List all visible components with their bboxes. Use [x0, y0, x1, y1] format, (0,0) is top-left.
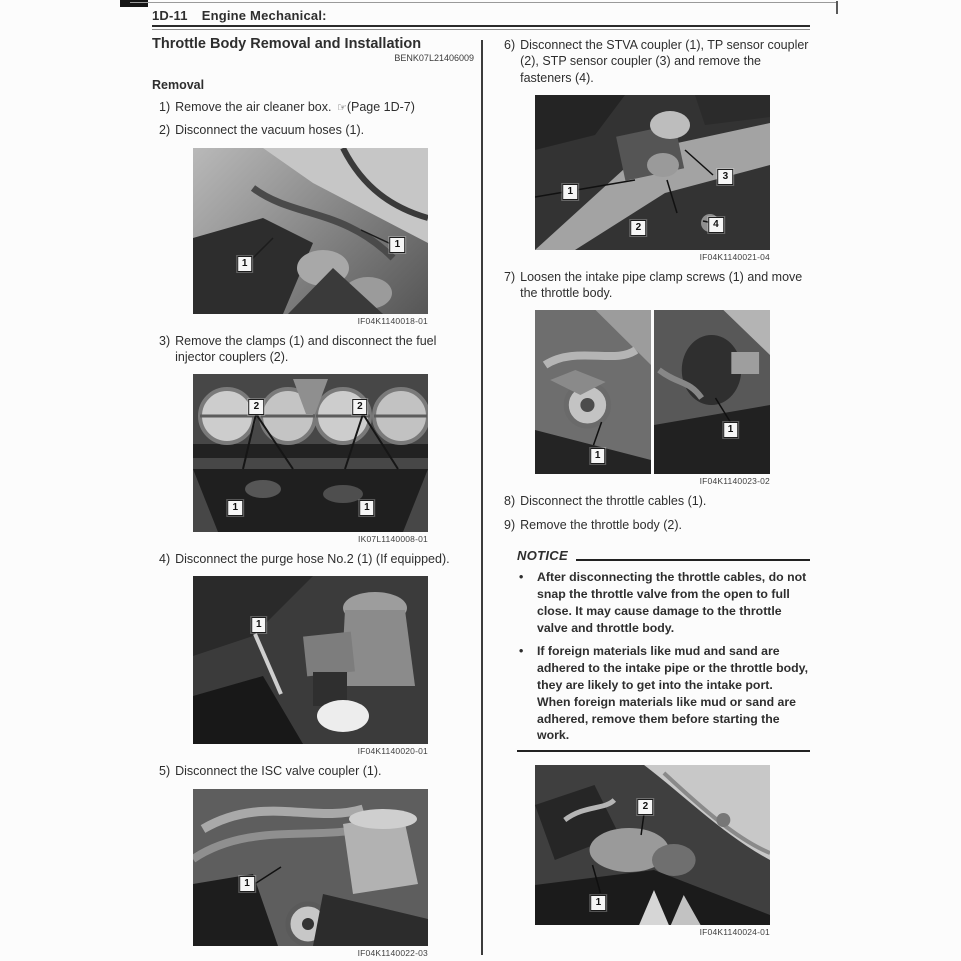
page-top-rule [130, 2, 836, 3]
step-7-text: Loosen the intake pipe clamp screws (1) and move the throttle body. [520, 269, 803, 300]
photo-art [193, 576, 428, 744]
step-9 [497, 517, 813, 533]
intake-clamp-screws-left-photo [535, 310, 651, 474]
scan-edge-tick [836, 1, 838, 14]
notice-body [517, 569, 810, 745]
callout-label-4: 4 [708, 217, 724, 233]
pointing-hand-icon: ☞ [336, 102, 347, 114]
notice-header [517, 548, 810, 563]
notice-bullet-2-text-a: If foreign materials like mud and sand are adhered to the intake pipe or the throttle body, they are likely to get into the intake port. [537, 643, 809, 692]
step-5-text: Disconnect the ISC valve coupler (1). [175, 764, 382, 779]
column-divider [481, 40, 483, 955]
bullet-icon: • [519, 569, 524, 584]
page-ref-link[interactable]: (Page 1D-7) [346, 100, 415, 114]
callout-label-1: 1 [228, 500, 244, 516]
notice-bullet-1 [517, 569, 810, 637]
step-7 [497, 269, 813, 302]
left-column [152, 34, 478, 958]
step-1 [152, 99, 478, 115]
step-8-text: Disconnect the throttle cables (1). [520, 494, 707, 509]
step-2-number: 2) [159, 123, 171, 138]
callout-label-1: 1 [562, 184, 578, 200]
section-title: Engine Mechanical: [201, 8, 327, 23]
step-3-number: 3) [159, 333, 171, 348]
notice-bullet-1-text: After disconnecting the throttle cables, do not snap the throttle valve from the open to full close. It may cause damage to the throttle valve and throttle body. [537, 569, 807, 635]
notice-top-rule [576, 559, 810, 561]
callout-label-1: 1 [590, 448, 606, 464]
callout-label-1: 1 [591, 895, 607, 911]
step-3 [152, 333, 478, 366]
notice-bullet-2-text-b: When foreign materials like mud or sand are adhered, remove them before starting the work. [537, 694, 796, 743]
article-code: BENK07L21406009 [394, 53, 474, 63]
clamp-screw-photos-row [535, 310, 770, 474]
step-9-number: 9) [504, 517, 516, 532]
figure-caption: IF04K1140023-02 [699, 476, 770, 487]
step-6-text: Disconnect the STVA coupler (1), TP sensor coupler (2), STP sensor coupler (3) and remove the fasteners (4). [520, 38, 809, 85]
step-1-text: Remove the air cleaner box. ☞(Page 1D-7) [175, 100, 415, 114]
right-column [497, 34, 813, 937]
notice-bottom-rule [517, 750, 810, 752]
step-1-number: 1) [159, 100, 171, 114]
callout-label-2: 2 [638, 799, 654, 815]
step-6-number: 6) [504, 38, 516, 52]
photo-art [535, 95, 770, 250]
header-rule-thin [152, 29, 810, 30]
notice-block [517, 548, 810, 753]
callout-label-3: 3 [718, 169, 734, 185]
step-5 [152, 763, 478, 779]
figure-caption: IF04K1140022-03 [357, 947, 428, 958]
header-rule-thick [152, 25, 810, 27]
callout-label-1: 1 [239, 876, 255, 892]
figure-caption: IF04K1140021-04 [699, 251, 770, 262]
purge-hose-photo [193, 576, 428, 744]
photo-art [193, 789, 428, 946]
bullet-icon: • [519, 643, 524, 658]
page-code: 1D-11 [152, 8, 188, 23]
page-header [152, 8, 812, 23]
step-2 [152, 122, 478, 138]
callout-label-2: 2 [249, 399, 265, 415]
clamps-injector-couplers-photo [193, 374, 428, 532]
photo-art [193, 148, 428, 314]
step-2-text: Disconnect the vacuum hoses (1). [175, 123, 365, 138]
step-4 [152, 551, 478, 567]
article-title: Throttle Body Removal and Installation [152, 36, 422, 52]
notice-title: NOTICE [517, 547, 568, 563]
figure-caption: IF04K1140024-01 [699, 927, 770, 938]
intake-clamp-screws-right-photo [654, 310, 770, 474]
vacuum-hoses-photo [193, 148, 428, 314]
step-4-text: Disconnect the purge hose No.2 (1) (If equipped). [175, 552, 450, 567]
callout-label-1: 1 [359, 500, 375, 516]
step-6 [497, 37, 813, 86]
callout-label-2: 2 [631, 220, 647, 236]
isc-valve-coupler-photo [193, 789, 428, 946]
step-4-number: 4) [159, 552, 171, 567]
throttle-body-removal-photo [535, 765, 770, 925]
step-8-number: 8) [504, 494, 516, 509]
figure-caption: IF04K1140020-01 [357, 746, 428, 757]
step-8 [497, 493, 813, 509]
step-5-number: 5) [159, 764, 171, 779]
notice-bullet-2 [517, 643, 810, 745]
photo-art [654, 310, 770, 474]
callout-label-2: 2 [352, 399, 368, 415]
figure-caption: IF04K1140018-01 [357, 315, 428, 326]
step-9-text: Remove the throttle body (2). [520, 517, 683, 532]
stva-tp-stp-photo [535, 95, 770, 250]
callout-label-1: 1 [723, 422, 739, 438]
figure-caption: IK07L1140008-01 [358, 534, 428, 545]
removal-heading: Removal [152, 78, 205, 92]
step-7-number: 7) [504, 269, 516, 284]
callout-label-1: 1 [251, 617, 267, 633]
callout-label-1: 1 [237, 256, 253, 272]
photo-art [535, 765, 770, 925]
step-3-text: Remove the clamps (1) and disconnect the fuel injector couplers (2). [175, 333, 437, 364]
callout-label-1: 1 [390, 237, 406, 253]
